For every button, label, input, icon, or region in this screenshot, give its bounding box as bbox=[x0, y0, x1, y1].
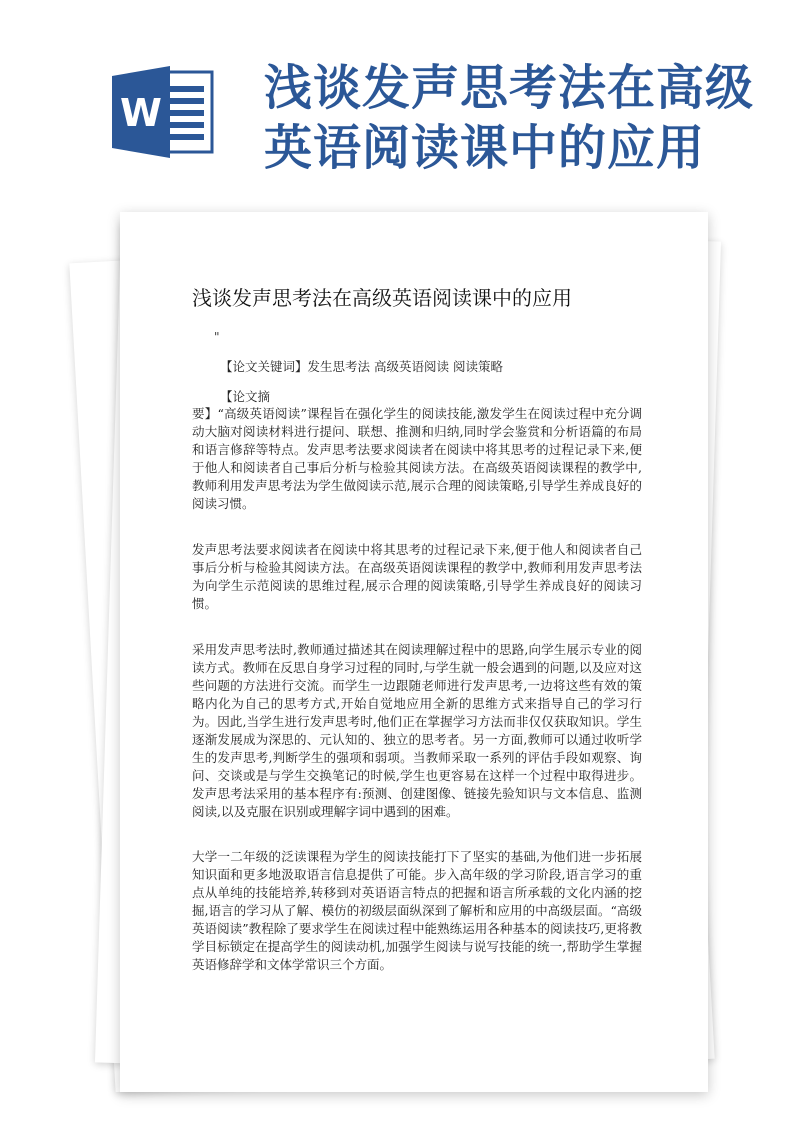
svg-text:W: W bbox=[120, 91, 162, 135]
body-paragraph: 采用发声思考法时,教师通过描述其在阅读理解过程中的思路,向学生展示专业的阅读方式。教师在反思自身学习过程的同时,与学生就一般会遇到的问题,以及应对这些问题的方法进行交流。而学生一边跟随老师进行发声思考,一边将这些有效的策略内化为自己的思考方式,开始自觉地应用全新的思维方式来指导自己的学习行为。因此,当学生进行发声思考时,他们正在掌握学习方法而非仅仅获取知识。学生逐渐发展成为深思的、元认知的、独立的思考者。另一方面,教师可以通过收听学生的发声思考,判断学生的强项和弱项。当教师采取一系列的评估手段如观察、询问、交谈或是与学生交换笔记的时候,学生也更容易在这样一个过程中取得进步。发声思考法采用的基本程序有:预测、创建图像、链接先验知识与文本信息、监测阅读,以及克服在识别或理解字词中遇到的困难。 bbox=[192, 642, 642, 819]
quote-mark: " bbox=[214, 330, 220, 344]
abstract-paragraph: 要】“高级英语阅读”课程旨在强化学生的阅读技能,激发学生在阅读过程中充分调动大脑对阅读材料进行提问、联想、推测和归纳,同时学会鉴赏和分析语篇的布局和语言修辞等特点。发声思考法要求阅读者在阅读中将其思考的过程记录下来,便于他人和阅读者自己事后分析与检验其阅读方法。在高级英语阅读课程的教学中,教师利用发声思考法为学生做阅读示范,展示合理的阅读策略,引导学生养成良好的阅读习惯。 bbox=[192, 406, 642, 511]
word-document-icon bbox=[112, 66, 216, 158]
body-paragraph: 大学一二年级的泛读课程为学生的阅读技能打下了坚实的基础,为他们进一步拓展知识面和更多地汲取语言信息提供了可能。步入高年级的学习阶段,语言学习的重点从单纯的技能培养,转移到对英语语言特点的把握和语言所承载的文化内涵的挖掘,语言的学习从了解、模仿的初级层面纵深到了解析和应用的中高级层面。“高级英语阅读”教程除了要求学生在阅读过程中能熟练运用各种基本的阅读技巧,更将教学目标锁定在提高学生的阅读动机,加强学生阅读与说写技能的统一,帮助学生掌握英语修辞学和文体学常识三个方面。 bbox=[192, 849, 642, 972]
abstract-label: 【论文摘 bbox=[220, 389, 271, 404]
document-page bbox=[120, 212, 708, 1092]
document-title: 浅谈发声思考法在高级英语阅读课中的应用 bbox=[192, 286, 572, 310]
page-title: 浅谈发声思考法在高级英语阅读课中的应用 bbox=[264, 60, 755, 176]
body-paragraph: 发声思考法要求阅读者在阅读中将其思考的过程记录下来,便于他人和阅读者自己事后分析与检验其阅读方法。在高级英语阅读课程的教学中,教师利用发声思考法为向学生示范阅读的思维过程,展示合理的阅读策略,引导学生养成良好的阅读习惯。 bbox=[192, 542, 642, 611]
keywords-line: 【论文关键词】发生思考法 高级英语阅读 阅读策略 bbox=[220, 359, 503, 374]
